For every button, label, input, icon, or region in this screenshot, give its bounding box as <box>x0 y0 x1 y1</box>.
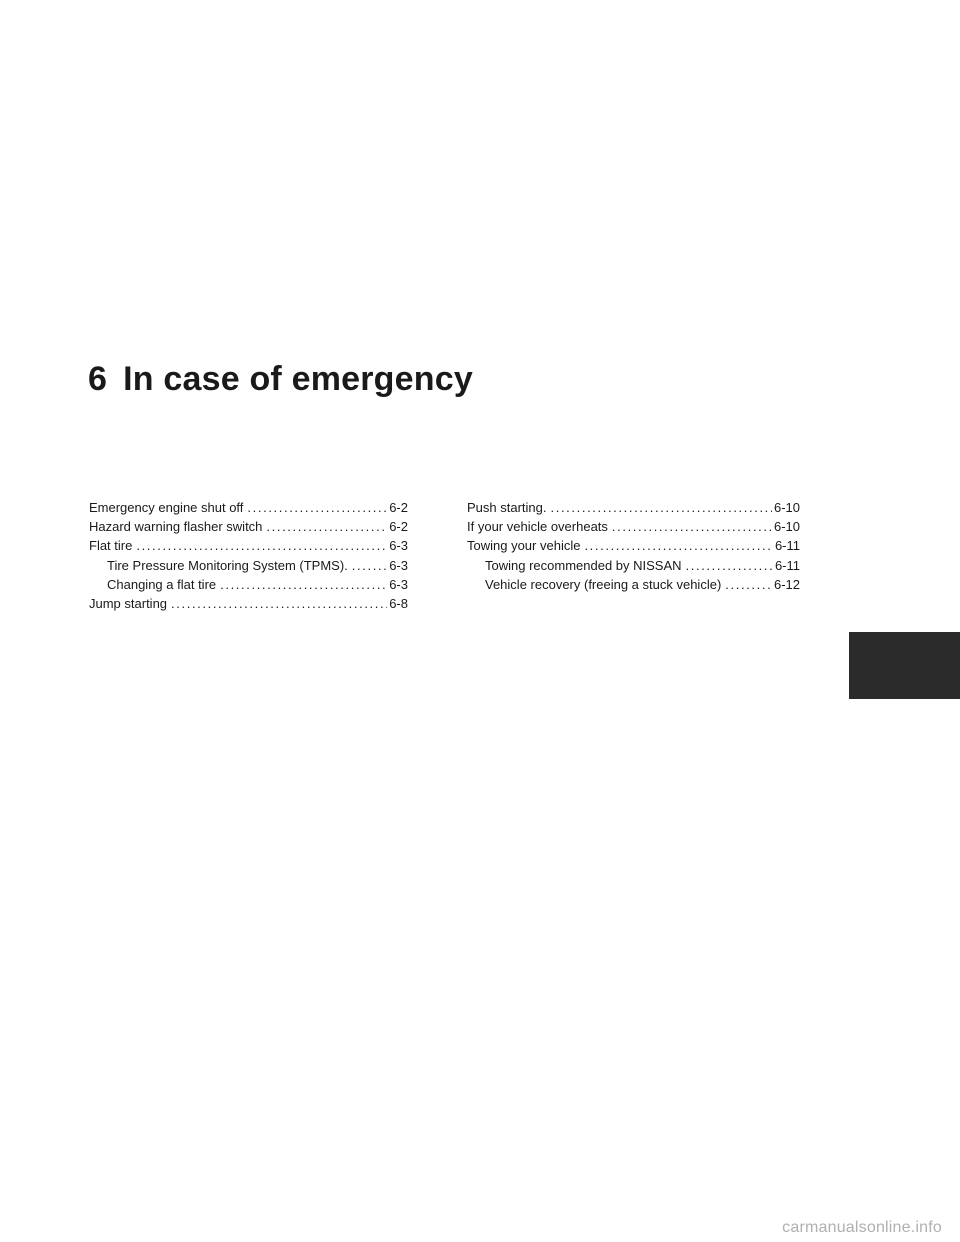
toc-left-column <box>89 498 408 613</box>
toc-entry-vehicle-recovery[interactable] <box>467 575 800 594</box>
chapter-thumb-tab <box>849 632 960 699</box>
toc-entry-towing-your-vehicle[interactable] <box>467 536 800 555</box>
toc-entry-page: 6-3 <box>389 557 408 573</box>
toc-entry-page: 6-3 <box>389 576 408 592</box>
toc-entry-towing-recommended-by-nissan[interactable] <box>467 556 800 575</box>
chapter-title <box>88 360 473 399</box>
toc-entry-label: Push starting. <box>467 500 547 515</box>
toc-entry-page: 6-2 <box>389 500 408 515</box>
toc-entry-label: If your vehicle overheats <box>467 519 608 535</box>
toc-entry-if-your-vehicle-overheats[interactable] <box>467 517 800 536</box>
toc-entry-label: Flat tire <box>89 538 133 554</box>
chapter-number: 6 <box>88 360 108 398</box>
toc-entry-page: 6-12 <box>773 576 800 592</box>
toc-entry-page: 6-10 <box>773 519 800 535</box>
toc-entry-changing-a-flat-tire[interactable] <box>89 575 408 594</box>
chapter-title-text: In case of emergency <box>123 360 473 398</box>
toc-right-column <box>467 498 800 594</box>
toc-leader-dots <box>266 517 387 536</box>
toc-entry-label: Towing your vehicle <box>467 538 581 554</box>
toc-entry-emergency-engine-shut-off[interactable] <box>89 498 408 517</box>
toc-entry-page: 6-10 <box>773 500 800 515</box>
toc-entry-page: 6-2 <box>389 519 408 535</box>
toc-leader-dots <box>352 556 387 575</box>
toc-entry-push-starting[interactable] <box>467 498 800 517</box>
toc-leader-dots <box>136 536 387 555</box>
toc-leader-dots <box>584 536 772 555</box>
toc-leader-dots <box>247 498 387 517</box>
toc-entry-label: Jump starting <box>89 595 168 611</box>
toc-entry-page: 6-11 <box>774 538 800 554</box>
toc-entry-flat-tire[interactable] <box>89 536 408 555</box>
toc-entry-hazard-warning-flasher-switch[interactable] <box>89 517 408 536</box>
toc-leader-dots <box>725 575 772 594</box>
toc-entry-jump-starting[interactable] <box>89 594 408 613</box>
toc-leader-dots <box>551 498 772 517</box>
toc-entry-page: 6-11 <box>774 557 800 573</box>
toc-entry-label: Hazard warning flasher switch <box>89 519 263 535</box>
toc-entry-label: Tire Pressure Monitoring System (TPMS). <box>107 557 348 573</box>
toc-entry-label: Vehicle recovery (freeing a stuck vehicle) <box>485 576 722 592</box>
watermark-text: carmanualsonline.info <box>782 1219 942 1236</box>
toc-entry-label: Towing recommended by NISSAN <box>485 557 682 573</box>
toc-leader-dots <box>612 517 772 536</box>
toc-leader-dots <box>171 594 387 613</box>
toc-entry-label: Changing a flat tire <box>107 576 217 592</box>
toc-entry-page: 6-8 <box>389 595 408 611</box>
toc-leader-dots <box>220 575 387 594</box>
toc-entry-tpms[interactable] <box>89 556 408 575</box>
toc-entry-label: Emergency engine shut off <box>89 500 244 515</box>
toc-leader-dots <box>686 556 773 575</box>
toc-entry-page: 6-3 <box>389 538 408 554</box>
